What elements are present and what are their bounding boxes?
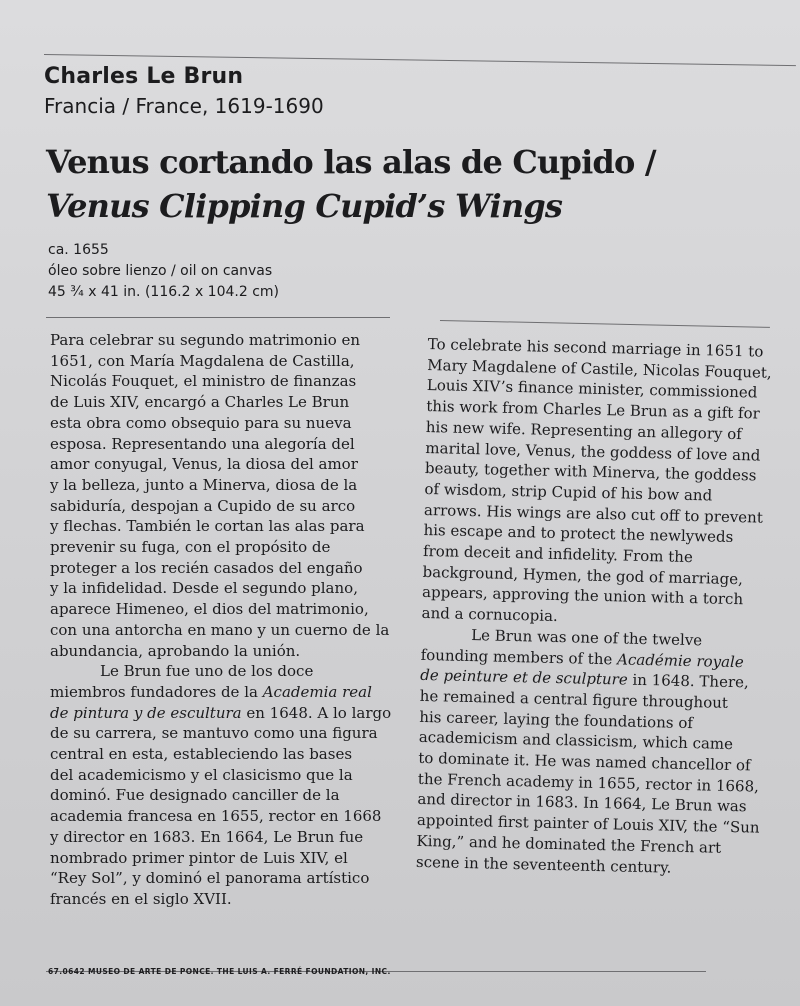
- institution-name: de peinture et de sculpture: [420, 666, 628, 689]
- text-line: abundancia, aprobando la unión.: [50, 641, 301, 660]
- text-line: founding members of the Académie royale: [420, 645, 744, 671]
- text-line: de peinture et de sculpture in 1648. There,: [420, 666, 749, 692]
- text-line: marital love, Venus, the goddess of love and: [425, 438, 761, 465]
- text-line: dominó. Fue designado canciller de la: [50, 786, 340, 805]
- text-line: Para celebrar su segundo matrimonio en: [50, 331, 361, 349]
- text-line: miembros fundadores de la Academia real: [50, 682, 372, 701]
- text-line: the French academy in 1655, rector in 1668,: [417, 769, 760, 796]
- institution-name: Académie royale: [616, 649, 744, 671]
- text-line: Nicolás Fouquet, el ministro de finanzas: [50, 372, 357, 391]
- text-line: de su carrera, se mantuvo como una figura: [50, 724, 378, 743]
- text-line: nombrado primer pintor de Luis XIV, el: [50, 848, 348, 867]
- artwork-medium: óleo sobre lienzo / oil on canvas: [48, 263, 273, 279]
- text-line: King,” and he dominated the French art: [416, 831, 722, 857]
- text-line: and director in 1683. In 1664, Le Brun was: [417, 790, 747, 816]
- text-line: his escape and to protect the newlyweds: [423, 521, 734, 547]
- text-line: con una antorcha en mano y un cuerno de la: [50, 620, 390, 639]
- text-line: from deceit and infidelity. From the: [422, 541, 694, 567]
- credit-line: 67.0642 MUSEO DE ARTE DE PONCE. THE LUIS A. FERRÉ FOUNDATION, INC.: [48, 967, 391, 976]
- text-line: aparece Himeneo, el dios del matrimonio,: [50, 600, 369, 619]
- artwork-date: ca. 1655: [48, 242, 109, 258]
- english-text-column: [416, 334, 773, 880]
- text-line: Le Brun was one of the twelve: [470, 625, 703, 650]
- text-line: Mary Magdalene of Castile, Nicolas Fouquet,: [427, 355, 772, 382]
- text-line: central en esta, estableciendo las bases: [50, 745, 353, 764]
- text-line: of wisdom, strip Cupid of his bow and: [424, 479, 713, 505]
- institution-name: Academia real: [262, 682, 372, 701]
- text-line: Louis XIV’s finance minister, commissioned: [426, 376, 758, 402]
- text-line: appointed first painter of Louis XIV, the “Sun: [416, 811, 760, 837]
- text-line: scene in the seventeenth century.: [415, 852, 672, 877]
- english-paragraph-1: [421, 334, 772, 632]
- spanish-column-rule: [46, 317, 390, 318]
- text-line: amor conyugal, Venus, la diosa del amor: [50, 455, 358, 474]
- text-line: he remained a central figure throughout: [419, 686, 729, 712]
- text-line: this work from Charles Le Brun as a gift for: [426, 397, 760, 423]
- text-line: y flechas. También le cortan las alas para: [50, 517, 365, 536]
- institution-name: de pintura y de escultura: [50, 703, 242, 722]
- text-line: “Rey Sol”, y dominó el panorama artístico: [50, 869, 370, 888]
- artist-origin: Francia / France, 1619-1690: [44, 94, 324, 118]
- text-line: prevenir su fuga, con el propósito de: [50, 538, 331, 557]
- text-line: esposa. Representando una alegoría del: [50, 434, 355, 453]
- text-line: and a cornucopia.: [421, 604, 558, 626]
- text-line: background, Hymen, the god of marriage,: [422, 562, 744, 588]
- text-line: beauty, together with Minerva, the goddess: [424, 459, 757, 485]
- text-line: his career, laying the foundations of: [419, 707, 694, 732]
- text-line: esta obra como obsequio para su nueva: [50, 413, 352, 432]
- title-spanish: Venus cortando las alas de Cupido /: [46, 143, 656, 181]
- english-column-rule: [440, 320, 770, 328]
- title-english: Venus Clipping Cupid’s Wings: [46, 187, 563, 225]
- text-line: academia francesa en 1655, rector en 1668: [50, 807, 382, 826]
- text-line: appears, approving the union with a torch: [421, 583, 744, 609]
- text-line: proteger a los recién casados del engaño: [50, 558, 363, 577]
- text-line: academicism and classicism, which came: [418, 728, 734, 754]
- spanish-paragraph-2: [50, 661, 391, 909]
- text-line: y la infidelidad. Desde el segundo plano,: [50, 579, 358, 598]
- artist-name: Charles Le Brun: [44, 64, 244, 89]
- text-line: Le Brun fue uno de los doce: [100, 662, 314, 681]
- text-line: arrows. His wings are also cut off to prevent: [423, 500, 764, 527]
- spanish-text-column: [50, 330, 391, 910]
- text-line: 1651, con María Magdalena de Castilla,: [50, 351, 355, 370]
- artwork-dimensions: 45 ¾ x 41 in. (116.2 x 104.2 cm): [48, 284, 279, 300]
- text-line: y director en 1683. En 1664, Le Brun fue: [50, 827, 364, 846]
- text-line: francés en el siglo XVII.: [50, 889, 232, 908]
- artwork-details: [48, 240, 279, 303]
- spanish-paragraph-1: [50, 330, 391, 661]
- text-line: del academicismo y el clasicismo que la: [50, 765, 353, 784]
- text-line: de Luis XIV, encargó a Charles Le Brun: [50, 393, 350, 412]
- text-line: y la belleza, junto a Minerva, diosa de la: [50, 475, 358, 494]
- english-paragraph-2: [416, 624, 766, 880]
- text-line: de pintura y de escultura en 1648. A lo largo: [50, 703, 392, 722]
- text-line: to dominate it. He was named chancellor of: [418, 748, 751, 775]
- text-line: sabiduría, despojan a Cupido de su arco: [50, 496, 356, 515]
- text-line: To celebrate his second marriage in 1651 to: [427, 334, 764, 361]
- artwork-title: [46, 140, 656, 228]
- text-line: his new wife. Representing an allegory of: [425, 417, 743, 443]
